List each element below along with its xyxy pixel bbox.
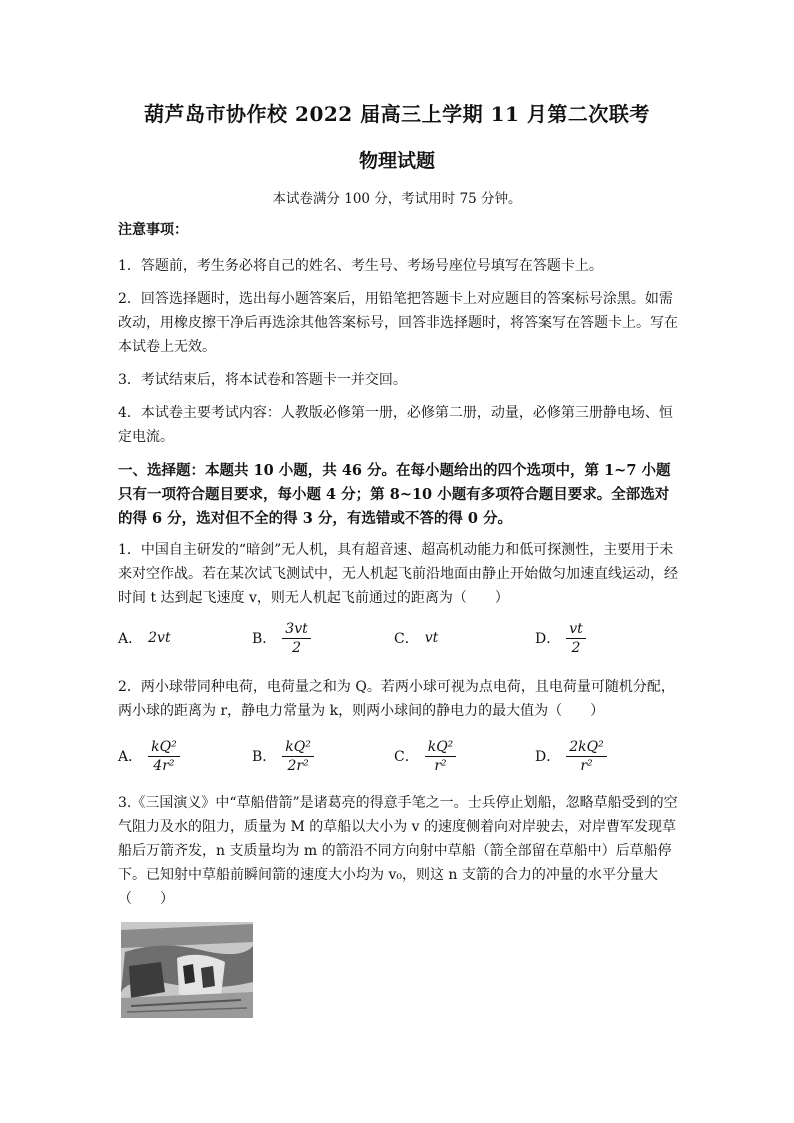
option-label: D． [535, 749, 561, 765]
question-1-option-a [118, 616, 171, 660]
option-fraction [282, 738, 314, 775]
question-2-option-b [252, 734, 314, 778]
option-label: D． [535, 631, 561, 647]
note-item-3: 3．考试结束后，将本试卷和答题卡一并交回。 [118, 372, 407, 388]
fraction-numerator: 2kQ² [566, 738, 606, 757]
note-item-2: 2．回答选择题时，选出每小题答案后，用铅笔把答题卡上对应题目的答案标号涂黑。如需改动，用橡皮擦干净后再选涂其他答案标号，回答非选择题时，将答案写在答题卡上。写在本试卷上无效。 [118, 291, 678, 355]
question-1-option-d [535, 616, 586, 660]
fraction-numerator: kQ² [148, 738, 180, 757]
notes-heading: 注意事项： [118, 222, 188, 238]
straw-boat-photo [121, 922, 253, 1018]
fraction-denominator: 2 [571, 639, 581, 656]
option-fraction [282, 620, 310, 657]
option-label: C． [394, 749, 419, 765]
question-2-stem: 2．两小球带同种电荷，电荷量之和为 Q。若两小球可视为点电荷，且电荷量可随机分配，两小球的距离为 r，静电力常量为 k，则两小球间的静电力的最大值为（ ） [118, 679, 675, 719]
question-2-option-a [118, 734, 180, 778]
option-label: A． [118, 749, 143, 765]
exam-title: 葫芦岛市协作校 2022 届高三上学期 11 月第二次联考 [144, 102, 650, 126]
straw-boat-image [121, 922, 253, 1018]
option-fraction [566, 738, 606, 775]
option-fraction [148, 738, 180, 775]
question-2-option-d [535, 734, 607, 778]
fraction-denominator: 4r² [153, 757, 175, 774]
option-value: vt [424, 630, 439, 646]
fraction-denominator: 2r² [287, 757, 309, 774]
exam-subject: 物理试题 [358, 150, 435, 172]
fraction-numerator: kQ² [282, 738, 314, 757]
question-3-stem: 3.《三国演义》中“草船借箭”是诸葛亮的得意手笔之一。士兵停止划船，忽略草船受到的空气阻力及水的阻力，质量为 M 的草船以大小为 v 的速度侧着向对岸驶去，对岸曹军发现草船后万箭齐发，n 支质量均为 m 的箭沿不同方向射中草船（箭全部留在草船中）后草船停下。已知射中草船前瞬间箭的速度大小均为 v₀，则这 n 支箭的合力的冲量的水平分量大（ ） [118, 795, 678, 907]
option-label: C． [394, 631, 419, 647]
question-1-stem: 1．中国自主研发的“暗剑”无人机，具有超音速、超高机动能力和低可探测性，主要用于未来对空作战。若在某次试飞测试中，无人机起飞前沿地面由静止开始做匀加速直线运动，经时间 t 达到起飞速度 v，则无人机起飞前通过的距离为（ ） [118, 542, 678, 606]
fraction-numerator: vt [566, 620, 586, 639]
question-1-options [118, 616, 678, 660]
option-fraction [425, 738, 457, 775]
option-label: A． [118, 631, 143, 647]
question-1-option-c [394, 616, 438, 660]
fraction-denominator: r² [434, 757, 447, 774]
fraction-numerator: kQ² [425, 738, 457, 757]
exam-info: 本试卷满分 100 分，考试用时 75 分钟。 [272, 191, 522, 207]
note-item-4: 4．本试卷主要考试内容：人教版必修第一册，必修第二册，动量，必修第三册静电场、恒定电流。 [118, 405, 673, 445]
fraction-numerator: 3vt [282, 620, 310, 639]
option-label: B． [252, 749, 277, 765]
option-fraction [566, 620, 586, 657]
option-value: 2vt [148, 630, 171, 646]
question-2-option-c [394, 734, 456, 778]
question-2-options [118, 734, 678, 778]
section-1-heading: 一、选择题：本题共 10 小题，共 46 分。在每小题给出的四个选项中，第 1~7 小题只有一项符合题目要求，每小题 4 分；第 8~10 小题有多项符合题目要求。全部选对的得 6 分，选对但不全的得 3 分，有选错或不答的得 0 分。 [118, 462, 671, 527]
question-1-option-b [252, 616, 311, 660]
note-item-1: 1．答题前，考生务必将自己的姓名、考生号、考场号座位号填写在答题卡上。 [118, 258, 603, 274]
fraction-denominator: r² [580, 757, 593, 774]
option-label: B． [252, 631, 277, 647]
fraction-denominator: 2 [292, 639, 301, 656]
